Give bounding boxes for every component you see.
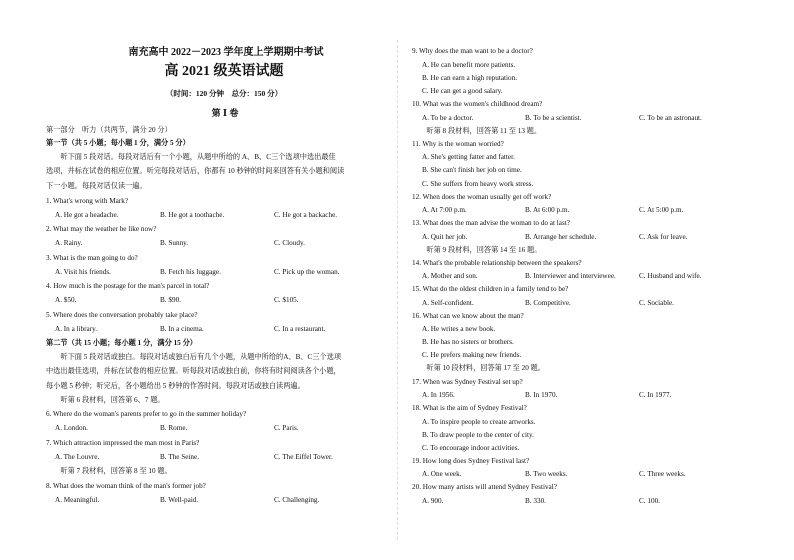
- q6-option-b: B. Rome.: [160, 424, 188, 432]
- q3-option-b: B. Fetch his luggage.: [160, 268, 221, 276]
- q10-option-c: C. To be an astronaut.: [639, 114, 702, 122]
- volume-label: 第 Ⅰ 卷: [211, 108, 239, 118]
- q2-option-c: C. Cloudy.: [274, 239, 305, 247]
- q15-option-a: A. Self-confident.: [422, 299, 474, 307]
- q16-option-b: B. He has no sisters or brothers.: [422, 338, 514, 346]
- question-7: 7. Which attraction impressed the man most in Paris?: [46, 439, 200, 447]
- q18-option-a: A. To inspire people to create artworks.: [422, 418, 536, 426]
- material-7-instruction: 听第 7 段材料，回答第 8 至 10 题。: [46, 467, 172, 475]
- q9-option-a: A. He can benefit more patients.: [422, 61, 516, 69]
- q1-option-b: B. He got a toothache.: [160, 211, 225, 219]
- question-16: 16. What can we know about the man?: [412, 312, 524, 320]
- question-2: 2. What may the weather be like now?: [46, 225, 157, 233]
- question-20: 20. How many artists will attend Sydney Festival?: [412, 483, 557, 491]
- q10-option-a: A. To be a doctor.: [422, 114, 474, 122]
- q5-option-c: C. In a restaurant.: [274, 325, 326, 333]
- q13-option-c: C. Ask for leave.: [639, 233, 688, 241]
- q17-option-b: B. In 1970.: [525, 391, 558, 399]
- q20-option-a: A. 900.: [422, 497, 444, 505]
- q14-option-c: C. Husband and wife.: [639, 272, 702, 280]
- question-15: 15. What do the oldest children in a family tend to be?: [412, 285, 569, 293]
- q3-option-a: A. Visit his friends.: [55, 268, 111, 276]
- section1-instruction-line: 选项，并标在试卷的相应位置。听完每段对话后，你都有 10 秒钟的时间来回答有关小题和阅读: [46, 167, 345, 175]
- material-8-instruction: 听第 8 段材料，回答第 11 至 13 题。: [412, 127, 542, 135]
- material-10-instruction: 听第 10 段材料，回答第 17 至 20 题。: [412, 364, 545, 372]
- question-4: 4. How much is the postage for the man's parcel in total?: [46, 282, 210, 290]
- q6-option-c: C. Paris.: [274, 424, 299, 432]
- q7-option-c: C. The Eiffel Tower.: [274, 453, 333, 461]
- q15-option-b: B. Competitive.: [525, 299, 571, 307]
- question-10: 10. What was the women's childhood dream?: [412, 100, 543, 108]
- q1-option-a: A. He got a headache.: [55, 211, 119, 219]
- material-9-instruction: 听第 9 段材料，回答第 14 至 16 题。: [412, 246, 542, 254]
- q8-option-b: B. Well-paid.: [160, 496, 199, 504]
- q8-option-c: C. Challenging.: [274, 496, 320, 504]
- q6-option-a: A. London.: [55, 424, 88, 432]
- section2-heading: 第二节（共 15 小题；每小题 1 分，满分 15 分）: [46, 339, 197, 347]
- q19-option-a: A. One week.: [422, 470, 462, 478]
- q11-option-c: C. She suffers from heavy work stress.: [422, 180, 534, 188]
- q14-option-b: B. Interviewer and interviewee.: [525, 272, 616, 280]
- q4-option-a: A. $50.: [55, 296, 77, 304]
- question-19: 19. How long does Sydney Festival last?: [412, 457, 530, 465]
- q17-option-c: C. In 1977.: [639, 391, 672, 399]
- question-3: 3. What is the man going to do?: [46, 254, 138, 262]
- section1-instruction-line: 听下面 5 段对话。每段对话后有一个小题，从题中所给的 A、B、C三个选项中选出最佳: [46, 153, 336, 161]
- q1-option-c: C. He got a backache.: [274, 211, 338, 219]
- section2-instruction-line: 听下面 5 段对话或独白。每段对话或独白后有几个小题，从题中所给的A、B、C三个选项: [46, 353, 342, 361]
- section2-instruction-line: 中选出最佳选项，并标在试卷的相应位置。听每段对话或独白前，你将有时间阅读各个小题，: [46, 367, 341, 375]
- q5-option-a: A. In a library.: [55, 325, 98, 333]
- q16-option-c: C. He prefers making new friends.: [422, 351, 522, 359]
- q5-option-b: B. In a cinema.: [160, 325, 204, 333]
- q12-option-b: B. At 6:00 p.m.: [525, 206, 570, 214]
- section1-heading: 第一节（共 5 小题；每小题 1 分，满分 5 分）: [46, 139, 190, 147]
- q4-option-c: C. $105.: [274, 296, 299, 304]
- material-6-instruction: 听第 6 段材料，回答第 6、7 题。: [46, 396, 165, 404]
- question-5: 5. Where does the conversation probably take place?: [46, 311, 198, 319]
- question-12: 12. When does the woman usually get off work?: [412, 193, 552, 201]
- q19-option-b: B. Two weeks.: [525, 470, 568, 478]
- q8-option-a: A. Meaningful.: [55, 496, 100, 504]
- q10-option-b: B. To be a scientist.: [525, 114, 582, 122]
- q2-option-b: B. Sunny.: [160, 239, 189, 247]
- section1-instruction-line: 下一小题。每段对话仅读一遍。: [46, 182, 147, 190]
- q13-option-b: B. Arrange her schedule.: [525, 233, 597, 241]
- q9-option-c: C. He can get a good salary.: [422, 87, 503, 95]
- section2-instruction-line: 每小题 5 秒钟；听完后，各小题给出 5 秒钟的作答时间。每段对话或独白读两遍。: [46, 382, 305, 390]
- q12-option-c: C. At 5:00 p.m.: [639, 206, 684, 214]
- q18-option-b: B. To draw people to the center of city.: [422, 431, 534, 439]
- q11-option-a: A. She's getting fatter and fatter.: [422, 153, 515, 161]
- column-divider: [397, 40, 398, 540]
- part1-heading: 第一部分 听力（共两节，满分 20 分）: [46, 126, 172, 134]
- question-6: 6. Where do the woman's parents prefer to go in the summer holiday?: [46, 410, 247, 418]
- q3-option-c: C. Pick up the woman.: [274, 268, 340, 276]
- q20-option-c: C. 100.: [639, 497, 660, 505]
- q20-option-b: B. 330.: [525, 497, 546, 505]
- question-11: 11. Why is the woman worried?: [412, 140, 504, 148]
- q17-option-a: A. In 1956.: [422, 391, 455, 399]
- q9-option-b: B. He can earn a high reputation.: [422, 74, 517, 82]
- q2-option-a: A. Rainy.: [55, 239, 83, 247]
- question-18: 18. What is the aim of Sydney Festival?: [412, 404, 527, 412]
- question-9: 9. Why does the man want to be a doctor?: [412, 47, 533, 55]
- question-8: 8. What does the woman think of the man's former job?: [46, 482, 206, 490]
- question-17: 17. When was Sydney Festival set up?: [412, 378, 523, 386]
- question-1: 1. What's wrong with Mark?: [46, 197, 129, 205]
- q15-option-c: C. Sociable.: [639, 299, 674, 307]
- exam-school-line: 南充高中 2022－2023 学年度上学期期中考试: [128, 47, 324, 58]
- q19-option-c: C. Three weeks.: [639, 470, 686, 478]
- q13-option-a: A. Quit her job.: [422, 233, 468, 241]
- q16-option-a: A. He writes a new book.: [422, 325, 496, 333]
- q7-option-b: B. The Seine.: [160, 453, 199, 461]
- q18-option-c: C. To encourage indoor activities.: [422, 444, 520, 452]
- exam-title: 高 2021 级英语试题: [164, 64, 284, 79]
- q14-option-a: A. Mother and son.: [422, 272, 478, 280]
- question-13: 13. What does the man advise the woman to do at last?: [412, 219, 570, 227]
- q7-option-a: A. The Louvre.: [55, 453, 100, 461]
- q11-option-b: B. She can't finish her job on time.: [422, 166, 522, 174]
- time-score-line: （时间：120 分钟 总分：150 分）: [165, 89, 283, 98]
- question-14: 14. What's the probable relationship between the speakers?: [412, 259, 582, 267]
- q4-option-b: B. $90.: [160, 296, 181, 304]
- q12-option-a: A. At 7:00 p.m.: [422, 206, 467, 214]
